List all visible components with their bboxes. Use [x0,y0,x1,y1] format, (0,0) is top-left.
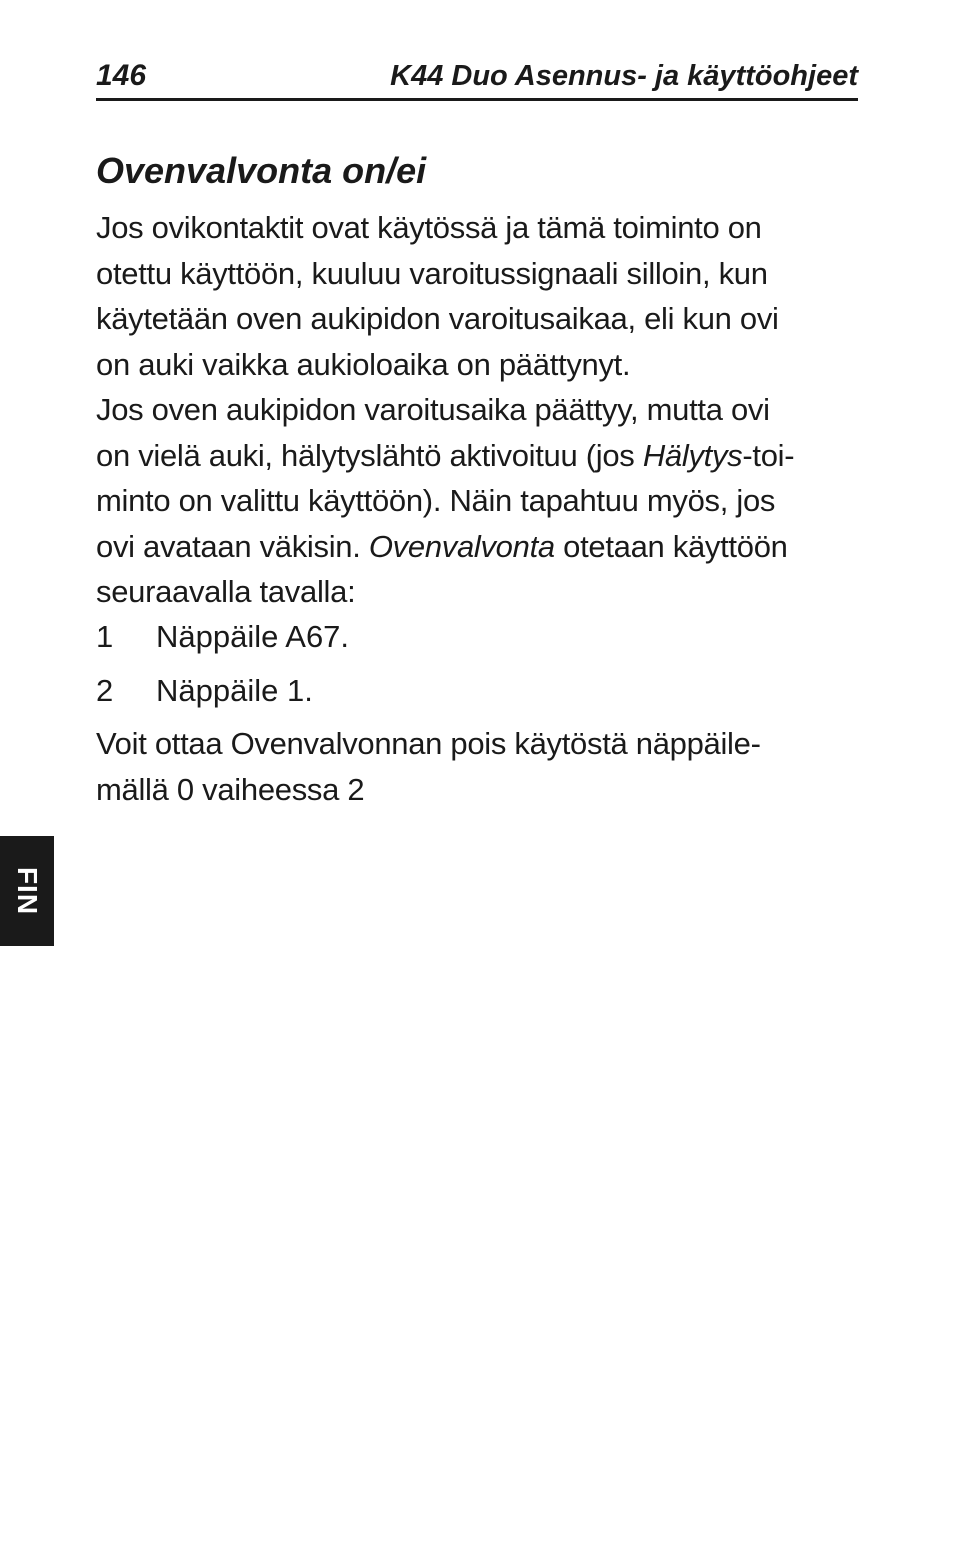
step-text: Näppäile 1. [156,673,313,708]
text-segment: -toi- [742,437,795,473]
italic-term-ovenvalvonta: Ovenvalvonta [368,528,555,564]
paragraph-alarm-output [96,387,866,615]
paragraph-line: otettu käyttöön, kuuluu varoitussignaali silloin, kun [96,255,768,291]
paragraph-line: minto on valittu käyttöön). Näin tapahtuu myös, jos [96,483,776,518]
running-title: K44 Duo Asennus- ja käyttöohjeet [390,60,858,92]
paragraph-line: on auki vaikka aukioloaika on päättynyt. [96,346,631,382]
language-tab-label: FIN [12,866,43,916]
paragraph-line [96,433,866,479]
page-header [96,56,858,101]
section-title: Ovenvalvonta on/ei [96,150,427,191]
paragraph-line: Jos ovikontaktit ovat käytössä ja tämä toiminto on [96,210,762,245]
paragraph-line: käytetään oven aukipidon varoitusaikaa, eli kun ovi [96,301,779,336]
text-segment: ovi avataan väkisin. [96,528,369,564]
paragraph-line: Jos oven aukipidon varoitusaika päättyy, mutta ovi [96,392,770,427]
text-segment: otetaan käyttöön [554,528,788,564]
paragraph-line: mällä 0 vaiheessa 2 [96,771,365,807]
paragraph-line [96,524,866,570]
page-number: 146 [96,59,147,92]
paragraph-line: seuraavalla tavalla: [96,574,356,609]
step-text: Näppäile A67. [156,619,350,654]
step-number: 1 [96,619,114,654]
paragraph-disable-note [96,721,866,812]
step-number: 2 [96,673,114,708]
language-tab [0,836,54,946]
paragraph-door-contacts [96,205,866,387]
paragraph-line: Voit ottaa Ovenvalvonnan pois käytöstä näppäile- [96,726,761,761]
text-segment: on vielä auki, hälytyslähtö aktivoituu (jos [96,437,643,473]
italic-term-halytys: Hälytys [642,437,743,473]
